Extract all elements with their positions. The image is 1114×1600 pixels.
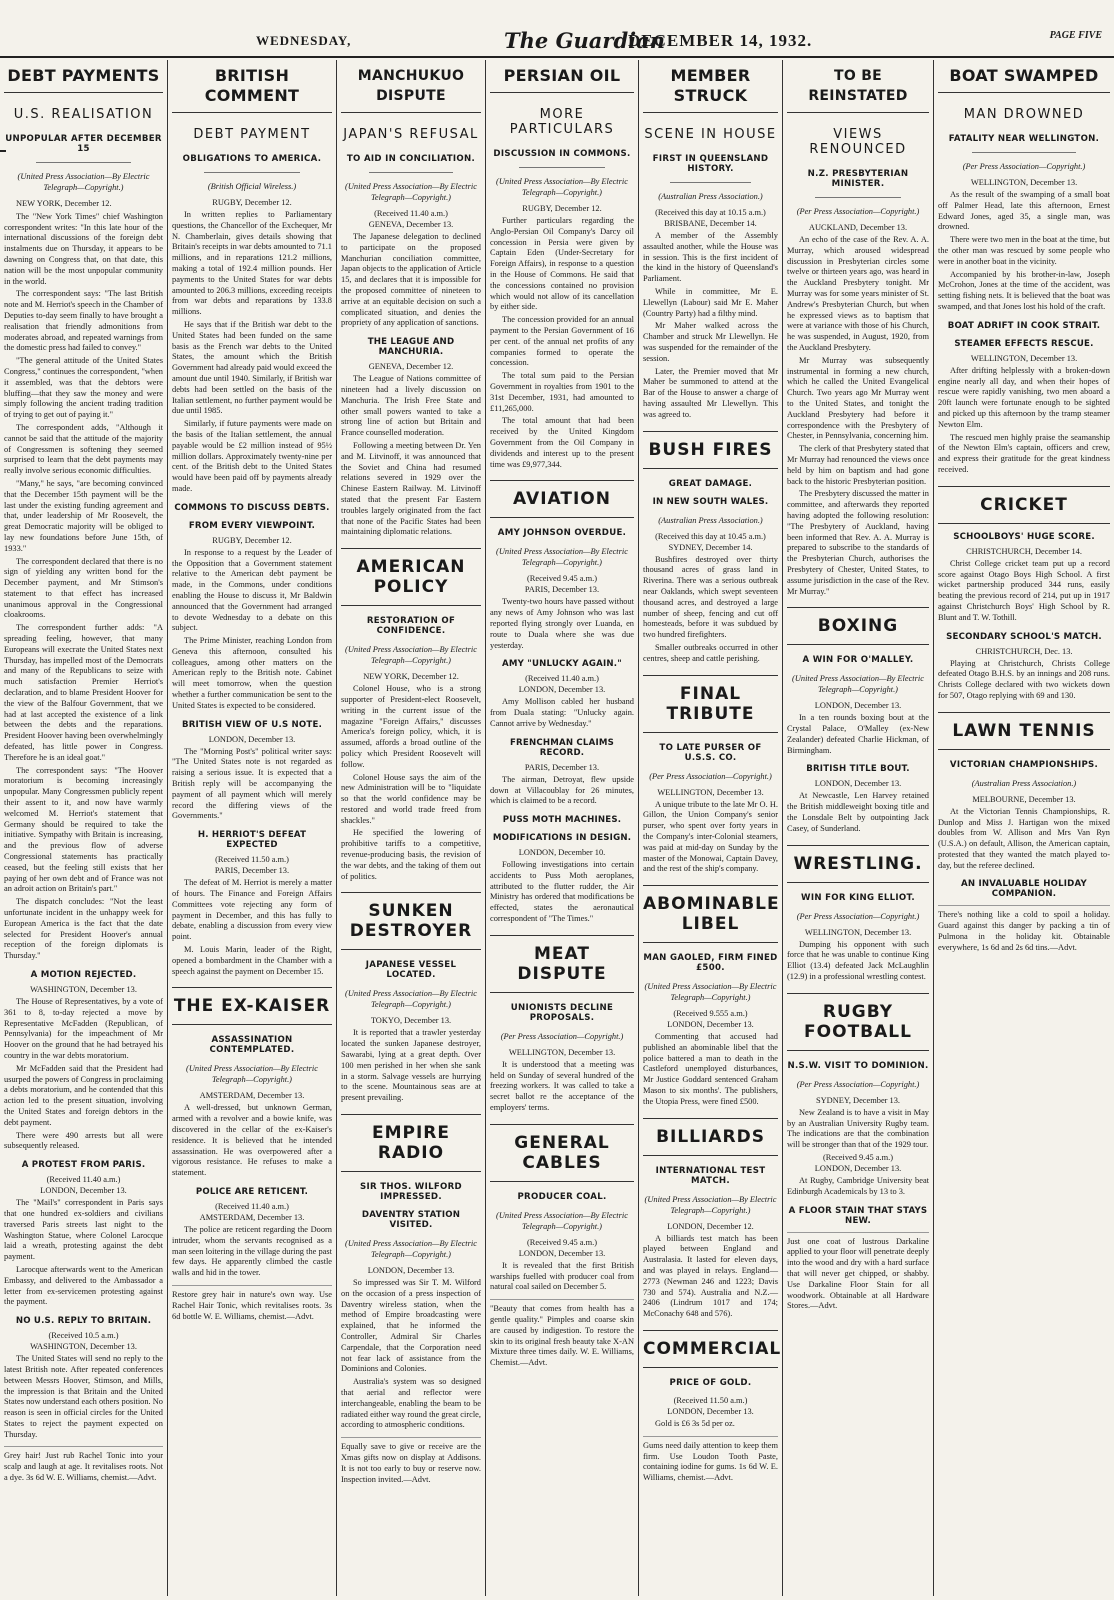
tagline: A WIN FOR O'MALLEY. — [802, 655, 914, 666]
paragraph: A billiards test match has been played between England and Australasia. It lasted for eleven days, and was played in relays. England—2773 (Newman 246 and 1223; Davis 730 and 574). Australia and N.Z.—2406 (Lindrum 1017 and 174; McConachy 648 and 576). — [643, 1233, 778, 1319]
dateline: LONDON, December 13. — [667, 1407, 754, 1417]
section-headline: WRESTLING. — [787, 845, 929, 883]
paragraph: The defeat of M. Herriot is merely a matter of hours. The Finance and Foreign Affairs Committees vote rejecting any form of payment in December, and this has fully to debate, enabling a discussion from every view point. — [172, 878, 332, 942]
minor-heading: SCHOOLBOYS' HUGE SCORE. — [953, 531, 1095, 542]
credit-line: (Australian Press Association.) — [971, 778, 1077, 788]
credit-line: (United Press Association—By Electric Telegraph—Copyright.) — [345, 989, 477, 1010]
credit-line: (British Official Wireless.) — [207, 182, 297, 191]
paragraph: "The general attitude of the United States Congress," continues the correspondent, "when it assembled, was that the debtors were bluffing—that they saw the money and were simply following the ancient trading tradition of trying to get out of paying it." — [4, 356, 163, 420]
credit-line: (United Press Association—By Electric Telegraph—Copyright.) — [792, 674, 924, 695]
paragraph: While in committee, Mr E. Llewellyn (Labour) said Mr E. Maher (Country Party) had a filthy mind. — [643, 286, 778, 318]
paragraph: The "New York Times" chief Washington correspondent writes: "In this late hour of the international discussions of the foreign debt instalments due on Thursday, it appears to be dawning on Congress that, on that date, this nation will be the most unpopular community in the world. — [4, 211, 163, 286]
divider — [204, 172, 300, 173]
headline: DEBT PAYMENTS — [4, 60, 163, 93]
tagline: N.Z. PRESBYTERIAN MINISTER. — [807, 169, 909, 189]
dateline: WELLINGTON, December 13. — [970, 353, 1078, 363]
paragraph: A well-dressed, but unknown German, armed with a revolver and a bowie knife, was discovered in the cellar of the ex-Kaiser's residence. It is believed that he intended assassination. He was overpowered after a vigorous resistance. He refuses to make a statement. — [172, 1103, 332, 1178]
dateline: LONDON, December 13. — [208, 734, 296, 744]
paragraph: The Prime Minister, reaching London from Geneva this afternoon, consulted his colleagues, among other matters on the American reply to the British note. Cabinet will meet tomorrow, when the question whether a further communication be sent to the United States is expected to be considered. — [172, 636, 332, 710]
credit-line: (Per Press Association—Copyright.) — [796, 911, 920, 921]
section-headline: CRICKET — [938, 486, 1110, 524]
dateline: AMSTERDAM, December 13. — [199, 1091, 305, 1101]
tagline: UNPOPULAR AFTER DECEMBER 15 — [5, 134, 162, 154]
paragraph: The League of Nations committee of nineteen had a lively discussion on Manchuria. The Irish Free State and other small powers wanted to take a strong line of action but Britain and France counselled moderation. — [341, 374, 481, 438]
dateline: NEW YORK, December 12. — [16, 199, 112, 208]
credit-line: (United Press Association—By Electric Telegraph—Copyright.) — [345, 1239, 477, 1260]
article-body — [490, 204, 634, 1369]
subheadline: VIEWS RENOUNCED — [809, 127, 907, 157]
minor-heading: A PROTEST FROM PARIS. — [21, 1160, 146, 1171]
credit-line: (Australian Press Association.) — [658, 515, 763, 525]
dateline: WASHINGTON, December 13. — [30, 984, 137, 994]
dateline: WELLINGTON, December 13. — [508, 1047, 616, 1057]
dateline: MELBOURNE, December 13. — [972, 794, 1076, 804]
tagline: FATALITY NEAR WELLINGTON. — [948, 134, 1100, 144]
credit-line: (United Press Association—By Electric Telegraph—Copyright.) — [496, 1210, 628, 1231]
minor-heading: SECONDARY SCHOOL'S MATCH. — [946, 631, 1102, 642]
dateline: LONDON, December 13. — [814, 1164, 902, 1174]
article-body — [643, 208, 782, 1484]
received-line: (Received 9.45 a.m.) — [823, 1153, 893, 1163]
tagline: AMY JOHNSON OVERDUE. — [497, 528, 627, 539]
tagline: SIR THOS. WILFORD IMPRESSED. — [360, 1182, 462, 1203]
article-body — [4, 199, 163, 1484]
tagline: GREAT DAMAGE. — [668, 478, 753, 489]
paragraph: Colonel House says the aim of the new Administration will be to "liquidate so that the world confidence may be restored and world trade freed from shackles." — [341, 772, 481, 825]
column-to-be-reinstated — [783, 60, 933, 1596]
paragraph: Similarly, if future payments were made on the basis of the Italian settlement, the annual payable would be £2 million instead of 95½ million dollars. Approximately twenty-nine per cent. of the British debt to the United States would have been paid off by payments already made. — [172, 419, 332, 493]
paragraph: An echo of the case of the Rev. A. A. Murray, which aroused widespread discussion in Presbyterian circles some twelve or thirteen years ago, was heard in the Auckland Presbytery tonight. Mr Murray was for some years minister of St. Andrew's Presbyterian Church, but when he expressed views as to baptism that were at variance with those of his Church, he was suspended, in August, 1920, from the Auckland Presbytery. — [787, 235, 929, 352]
dateline: AUCKLAND, December 13. — [808, 223, 908, 232]
dateline: RUGBY, December 12. — [522, 204, 602, 213]
dateline: LONDON, December 13. — [667, 1020, 754, 1030]
tagline: ASSASSINATION CONTEMPLATED. — [209, 1035, 295, 1056]
minor-heading: AMY "UNLUCKY AGAIN." — [502, 659, 622, 670]
credit-line: (United Press Association—By Electric Telegraph—Copyright.) — [496, 547, 628, 568]
section-headline: COMMERCIAL — [643, 1330, 778, 1368]
dateline: AMSTERDAM, December 13. — [199, 1213, 305, 1222]
credit-line: (United Press Association—By Electric Telegraph—Copyright.) — [17, 172, 150, 192]
minor-heading: FRENCHMAN CLAIMS RECORD. — [509, 737, 614, 758]
credit-line: (United Press Association—By Electric Telegraph—Copyright.) — [345, 182, 477, 202]
minor-heading: BOAT ADRIFT IN COOK STRAIT. — [947, 320, 1101, 331]
column-british-comment — [168, 60, 336, 1596]
minor-heading: MODIFICATIONS IN DESIGN. — [492, 833, 632, 844]
advertisement: "Beauty that comes from health has a gentle quality." Pimples and coarse skin are caused by indigestion. To restore the skin to its original fresh beauty take X-AN Mixture three times daily. W. E. Williams, Chemist.—Advt. — [490, 1299, 634, 1369]
dateline: WELLINGTON, December 13. — [804, 927, 912, 937]
masthead — [0, 0, 1114, 58]
dateline: LONDON, December 13. — [518, 1248, 606, 1258]
section-headline: GENERAL CABLES — [490, 1124, 634, 1182]
paragraph: The correspondent says: "The last British note and M. Herriot's speech in the Chamber of Deputies to-day seem finally to have brought a realisation that friendly admonitions from moderates abroad, and repeated warnings from the domestic press had failed to convey." — [4, 289, 163, 353]
subheadline: MORE PARTICULARS — [509, 107, 615, 137]
paragraph: The rescued men highly praise the seamanship of the Newton Elm's captain, officers and crew, and express their gratitude for the great kindness received. — [938, 432, 1110, 474]
paragraph: "Many," he says, "are becoming convinced that the December 15th payment will be the last under the existing funding agreement and that, under leadership of Mr Roosevelt, the great Democratic majority will be obliged to lay new foundations before June 15th, of 1933." — [4, 478, 163, 553]
tagline: INTERNATIONAL TEST MATCH. — [655, 1165, 766, 1186]
dateline: WELLINGTON, December 13. — [657, 787, 764, 797]
divider — [815, 197, 900, 198]
article-body — [172, 198, 332, 1322]
tagline: N.S.W. VISIT TO DOMINION. — [787, 1060, 929, 1071]
minor-heading: A MOTION REJECTED. — [30, 969, 137, 980]
advertisement: There's nothing like a cold to spoil a holiday. Guard against this danger by packing a tin of Pulmona in the holiday kit. Obtainable everywhere, 1s 6d and 2s 6d tins.—Advt. — [938, 905, 1110, 953]
subheadline: U.S. REALISATION — [13, 107, 154, 122]
minor-heading: POLICE ARE RETICENT. — [195, 1187, 309, 1197]
advertisement: Just one coat of lustrous Darkaline applied to your floor will penetrate deeply into the wood and dry with a hard surface that will never get chipped, or shabby. Use Darkaline Floor Stain for all woodwork. Obtainable at all Hardware Stores.—Advt. — [787, 1232, 929, 1313]
advertisement: Equally save to give or receive are the Xmas gifts now on display at Addisons. It is not too early to buy or reserve now. Inspection invited.—Advt. — [341, 1437, 481, 1485]
section-headline: RUGBY FOOTBALL — [787, 993, 929, 1051]
subheadline: SCENE IN HOUSE — [644, 127, 777, 142]
paragraph: The police are reticent regarding the Doorn intruder, whom the servants recognised as a man seen loitering in the village during the past few days. He apparently climbed the castle walls and hid in the tower. — [172, 1225, 332, 1278]
paragraph: There were two men in the boat at the time, but the other man was rescued by some people who were in another boat in the vicinity. — [938, 235, 1110, 266]
paragraph: Bushfires destroyed over thirty thousand acres of grass land in Riverina. There was a serious outbreak near Oaklands, which swept seventeen thousand acres, and destroyed a large number of sheep, fencing and cut off homesteads, before it was subdued by two hundred firefighters. — [643, 554, 778, 640]
received-line: (Received this day at 10.15 a.m.) — [655, 208, 766, 217]
paragraph: Twenty-two hours have passed without any news of Amy Johnson who was last reported flying strongly over Luanda, en route to Duala where she was due yesterday. — [490, 597, 634, 650]
advertisement: Restore grey hair in nature's own way. Use Rachel Hair Tonic, which revitalises roots. 3s 6d bottle W. E. Williams, chemist.—Advt. — [172, 1285, 332, 1322]
paragraph: As the result of the swamping of a small boat off Palmer Head, late this afternoon, Ernest Edward Jones, aged 35, a single man, was drowned. — [938, 190, 1110, 232]
credit-line: (Per Press Association—Copyright.) — [796, 207, 920, 216]
tagline: OBLIGATIONS TO AMERICA. — [182, 154, 322, 164]
paragraph: The correspondent says: "The Hoover moratorium is becoming increasingly unpopular. Many Congressmen publicly repent their assent to it, and now have warmly welcomed M. Herriot's statement that Germany should be required to take the initiative. Sympathy with Britain is increasing, and the previous flow of adverse Congressional statements has practically ceased, but the feeling still exists that her paying of her own debt and of France was not an adroit action on Britain's part." — [4, 765, 163, 894]
received-line: (Received 11.40 a.m.) — [374, 209, 448, 218]
minor-heading: H. HERRIOT'S DEFEAT EXPECTED — [197, 830, 307, 851]
received-line: (Received 11.50 a.m.) — [673, 1396, 748, 1406]
tagline: TO AID IN CONCILIATION. — [346, 154, 476, 164]
tagline: UNIONISTS DECLINE PROPOSALS. — [510, 1002, 614, 1023]
divider — [972, 152, 1075, 153]
credit-line: (Per Press Association—Copyright.) — [649, 771, 772, 781]
section-headline: BUSH FIRES — [643, 431, 778, 469]
tagline: RESTORATION OF CONFIDENCE. — [366, 616, 456, 637]
paragraph: In response to a request by the Leader of the Opposition that a Government statement relative to the American debt payment be made, in the Commons, under conditions enabling the House to discuss it, Mr Baldwin announced that the Government had arranged to devote Wednesday to a debate on this subject. — [172, 547, 332, 633]
paragraph: The correspondent further adds: "A spreading feeling, however, that many Europeans will execrate the United States next Thursday, has impelled most of the Democrats and many of the Republicans to seize with much satisfaction Premier Herriot's declaration, and to blame President Hoover for the view of the Balfour Government, that we had at last accepted the existence of a link between the debts and the reparations. President Hoover having been overwhelmingly defeated, has little power in Congress. Therefore he is an ideal goat." — [4, 623, 163, 762]
minor-heading: A FLOOR STAIN THAT STAYS NEW. — [788, 1205, 928, 1226]
section-headline: AVIATION — [490, 480, 634, 518]
minor-heading: FROM EVERY VIEWPOINT. — [188, 520, 316, 531]
tagline: WIN FOR KING ELLIOT. — [801, 892, 915, 903]
masthead-date: DECEMBER 14, 1932. — [628, 31, 813, 50]
dateline: PARIS, December 13. — [524, 762, 600, 772]
minor-heading: BRITISH VIEW OF U.S NOTE. — [181, 719, 323, 730]
paragraph: The "Mail's" correspondent in Paris says that one hundred ex-soldiers and civilians traversed Paris streets last night to the Washington Statue, where Colonel Larocque laid a wreath, protesting against the debt payment. — [4, 1198, 163, 1262]
divider — [36, 162, 131, 163]
minor-heading: DAVENTRY STATION VISITED. — [361, 1210, 461, 1231]
received-line: (Received 11.50 a.m.) — [215, 855, 289, 865]
paragraph: Mr Murray was subsequently instrumental in forming a new church, which he called the United Evangelical Church. Two years ago Mr Murray went to the United States, and tonight the Auckland Presbytery had before it correspondence with the Presbytery of Chester, in Pennsylvania, concerning him. — [787, 355, 929, 441]
section-headline: BOXING — [787, 607, 929, 645]
tagline: VICTORIAN CHAMPIONSHIPS. — [949, 759, 1099, 770]
paragraph: At the Victorian Tennis Championships, R. Dunlop and Miss J. Hartigan won the mixed doubles from W. Allison and Mrs Van Ryn (U.S.A.) on default, Allison, the American captain, protested that they wanted the match played to-day, but the referee declined. — [938, 806, 1110, 870]
masthead-day: WEDNESDAY, — [256, 33, 352, 48]
minor-heading: BRITISH TITLE BOUT. — [806, 764, 910, 775]
received-line: (Received 9.555 a.m.) — [673, 1009, 748, 1019]
paragraph: The "Morning Post's" political writer says: "The United States note is not regarded as raising a serious issue. It is expected that a British reply will be accompanying the payment of all payment which will merely record the differing views of the Governments." — [172, 746, 332, 821]
minor-heading: STEAMER EFFECTS RESCUE. — [954, 338, 1094, 349]
received-line: (Received 11.40 a.m.) — [215, 1202, 289, 1211]
minor-heading: COMMONS TO DISCUSS DEBTS. — [174, 502, 330, 513]
paragraph: Amy Mollison cabled her husband from Duala stating: "Unlucky again. Cannot arrive by Wednesday." — [490, 697, 634, 728]
newspaper-title: The Guardian — [504, 28, 665, 53]
received-line: (Received this day at 10.45 a.m.) — [655, 531, 766, 541]
section-headline: EMPIRE RADIO — [341, 1114, 481, 1172]
paragraph: The dispatch concludes: "Not the least unfortunate incident in the unhappy week for European America is the fact that the date selected for President Hoover's annual reception of the foreign diplomats is Thursday." — [4, 897, 163, 961]
paragraph: So impressed was Sir T. M. Wilford on the occasion of a press inspection of Daventry wireless station, when the method of Empire broadcasting were explained, that he informed the Controller, Admiral Sir Charles Carpendale, that the Corporation need not fear lack of assistance from the Dominions and Colonies. — [341, 1278, 481, 1374]
received-line: (Received 11.40 a.m.) — [525, 674, 599, 684]
dateline: PARIS, December 13. — [524, 585, 600, 595]
credit-line: (United Press Association—By Electric Telegraph—Copyright.) — [644, 982, 777, 1003]
received-line: (Received 9.45 a.m.) — [527, 574, 597, 584]
paragraph: Mr McFadden said that the President had usurped the powers of Congress in proclaiming a debts moratorium, and he contended that this action led to the present situation, involving the United States and foreign debtors in the debt payment. — [4, 1063, 163, 1127]
divider — [519, 167, 605, 168]
dateline: CHRISTCHURCH, December 14. — [966, 546, 1082, 556]
credit-line: (United Press Association—By Electric Telegraph—Copyright.) — [644, 1194, 777, 1215]
paragraph: The correspondent declared that there is no sign of yielding any written bond for the December payment, and Mr Stimson's statement to that effect has increased unanimous approval in the Congressional cloakrooms. — [4, 556, 163, 620]
section-headline: THE EX-KAISER — [172, 987, 332, 1025]
received-line: (Received 9.45 a.m.) — [527, 1237, 597, 1247]
paragraph: Accompanied by his brother-in-law, Joseph McCrohon, Jones at the time of the accident, was setting fishing nets. It is believed that the boat was swamped, and that Jones lost his hold of the craft. — [938, 269, 1110, 311]
paragraph: A unique tribute to the late Mr O. H. Gillon, the Union Company's senior purser, who spent over forty years in the Company's inter-Colonial steamers, was paid at mid-day on Sunday by the master of the Monowai, Captain Davey, and the rest of the ship's company. — [643, 799, 778, 874]
dateline: BRISBANE, December 14. — [664, 219, 757, 228]
section-headline: AMERICAN POLICY — [341, 548, 481, 606]
credit-line: (United Press Association—By Electric Telegraph—Copyright.) — [496, 177, 628, 197]
headline: BOAT SWAMPED — [938, 60, 1110, 93]
credit-line: (United Press Association—By Electric Telegraph—Copyright.) — [345, 645, 477, 666]
page-number: PAGE FIVE — [1049, 30, 1102, 41]
dateline: LONDON, December 13. — [367, 1266, 455, 1276]
credit-line: (Per Press Association—Copyright.) — [500, 1031, 624, 1041]
tagline: TO LATE PURSER OF U.S.S. CO. — [659, 742, 762, 763]
headline: BRITISH COMMENT — [172, 60, 332, 113]
headline: MEMBER STRUCK — [643, 60, 778, 113]
paragraph: Larocque afterwards went to the American Embassy, and delivered to the Ambassador a letter from ex-servicemen protesting against the payment. — [4, 1264, 163, 1307]
article-body — [938, 178, 1110, 954]
paragraph: Later, the Premier moved that Mr Maher be summoned to attend at the Bar of the House to answer a charge of having assaulted Mr Llewellyn. This was agreed to. — [643, 366, 778, 419]
paragraph: The clerk of that Presbytery stated that Mr Murray had renounced the views once held by him on baptism and had gone back to the historic Presbyterian position. — [787, 444, 929, 486]
paragraph: Following a meeting between Dr. Yen and M. Litvinoff, it was announced that the Soviet and China had resumed relations severed in 1929 over the Chinese Eastern Railway. M. Litvinoff stated that the present Far Eastern troubles largely originated from the fact that none of the Pacific States had been maintaining diplomatic relations. — [341, 440, 481, 537]
paragraph: Smaller outbreaks occurred in other centres, sheep and cattle perishing. — [643, 642, 778, 663]
column-persian-oil — [486, 60, 638, 1596]
paragraph: In written replies to Parliamentary questions, the Chancellor of the Exchequer, Mr N. Chamberlain, gives details showing that Britain's receipts in war debts amounted to 71.1 millions, and in reparations 121.2 millions, making a total of 192.4 million pounds. Her payments to the United States for war debts amounted to 206.3 millions, exceeding receipts from war debts and reparations by 133.8 millions. — [172, 210, 332, 317]
paragraph: The total amount that had been received by the United Kingdom Government from the Oil Company in dividends and interest up to the present time was £9,977,344. — [490, 416, 634, 469]
paragraph: Australia's system was so designed that aerial and reflector were interchangeable, enabling the beam to be radiated either way round the great circle, according to atmospheric conditions. — [341, 1377, 481, 1430]
paragraph: The House of Representatives, by a vote of 361 to 8, to-day rejected a move by Representative McFadden (Republican, of Pennsylvania) for the impeachment of Mr Hoover on the ground that he had betrayed his country in the war debts moratorium. — [4, 996, 163, 1060]
minor-heading: NO U.S. REPLY TO BRITAIN. — [15, 1316, 152, 1327]
paragraph: Dumping his opponent with such force that he was unable to continue King Elliot (13.4) defeated Jack McLaughlin (12.9) in a professional wrestling contest. — [787, 939, 929, 982]
tagline: PRICE OF GOLD. — [669, 1378, 752, 1389]
divider — [670, 182, 751, 183]
paragraph: Mr Maher walked across the Chamber and struck Mr Llewellyn. He was suspended for the remainder of the session. — [643, 321, 778, 363]
advertisement: Grey hair! Just rub Rachel Tonic into your scalp and laugh at age. It revitalises roots. Not a dye. 3s 6d W. E. Williams, chemist.—Advt. — [4, 1446, 163, 1483]
column-boat-swamped — [934, 60, 1114, 1596]
paragraph: At Newcastle, Len Harvey retained the British middleweight boxing title and the Lonsdale Belt by outpointing Jack Casey, of Sunderland. — [787, 791, 929, 833]
dateline: LONDON, December 13. — [814, 701, 902, 711]
paragraph: Christ College cricket team put up a record score against Otago Boys High School. A first wicket partnership produced 344 runs, easily beating the previous record of 214, put up in 1917 against Christchurch Boys' High School by R. Blunt and T. W. Tothill. — [938, 558, 1110, 622]
dateline: RUGBY, December 12. — [212, 198, 292, 207]
paragraph: In a ten rounds boxing bout at the Crystal Palace, O'Malley (ex-New Zealander) defeated Charlie Hickman, of Birmingham. — [787, 713, 929, 755]
paragraph: The concession provided for an annual payment to the Persian Government of 16 per cent. of the annual net profits of any companies formed to operate the concession. — [490, 315, 634, 368]
paragraph: Colonel House, who is a strong supporter of President-elect Roosevelt, writing in the current issue of the magazine "Foreign Affairs," discusses America's foreign policy, which, it is assumed, affords a broad outline of the policy which President Roosevelt will follow. — [341, 684, 481, 769]
credit-line: (Australian Press Association.) — [658, 192, 763, 201]
paragraph: The Japanese delegation to declined to participate on the proposed Manchurian conciliation committee, Japan objects to the application of Article 15, and declares that it is impossible for the proposed committee of nineteen to arrive at an equitable decision on such a complicated situation, and denies the propriety of any application of sanctions. — [341, 232, 481, 328]
paragraph: Gold is £6 3s 5d per oz. — [655, 1419, 735, 1429]
paragraph: The airman, Detroyat, flew upside down at Villacoublay for 26 minutes, which is claimed to be a record. — [490, 774, 634, 806]
dateline: SYDNEY, December 13. — [815, 1095, 901, 1105]
paragraph: Following investigations into certain accidents to Puss Moth aeroplanes, attributed to the flutter rudder, the Air Ministry has ordered that modifications be effected, states the aeronautical correspondent of "The Times." — [490, 860, 634, 924]
subheadline: DEBT PAYMENT — [193, 127, 311, 142]
paragraph: He says that if the British war debt to the United States had been funded on the same basis as the French war debts to the United States, the amount which the British Government had already paid would exceed the amount due until 1940. Similarly, if British war debts had been settled on the basis of the Italian settlement, no further payment would be due until 1985. — [172, 319, 332, 416]
paragraph: At Rugby, Cambridge University beat Edinburgh Academicals by 13 to 3. — [787, 1176, 929, 1196]
column-debt-payments — [0, 60, 167, 1596]
section-headline: MEAT DISPUTE — [490, 935, 634, 993]
dateline: LONDON, December 12. — [667, 1221, 754, 1231]
section-headline: ABOMINABLE LIBEL — [643, 885, 778, 943]
tagline: FIRST IN QUEENSLAND HISTORY. — [652, 154, 769, 174]
paragraph: There were 490 arrests but all were subsequently released. — [4, 1130, 163, 1151]
advertisement: Gums need daily attention to keep them firm. Use Loudon Tooth Paste, containing iodine for gums. 1s 6d W. E. Williams, chemist.—Advt. — [643, 1436, 778, 1484]
paragraph: A member of the Assembly assaulted another, while the House was in session. This is the first incident of the kind in the history of Queensland's Parliament. — [643, 231, 778, 284]
dateline: CHRISTCHURCH, Dec. 13. — [975, 646, 1073, 656]
dateline: LONDON, December 13. — [814, 779, 902, 789]
paragraph: Commenting that accused had published an abominable libel that the police battered a man to death in the Castleford unemployed disturbances, Mr Justice Goddard sentenced Graham Mason to six months'. The publishers, the Utopia Press, were fined £500. — [643, 1032, 778, 1106]
dateline: SYDNEY, December 14. — [668, 542, 753, 552]
column-member-struck — [639, 60, 782, 1596]
dateline: WELLINGTON, December 13. — [970, 178, 1078, 187]
paragraph: Further particulars regarding the Anglo-Persian Oil Company's Darcy oil concession in Persia were given by Captain Eden (Under-Secretary for Foreign Affairs), in response to a question in the House of Commons. He said that the concessions contained no provision which would not allow of its cancellation by either side. — [490, 216, 634, 312]
article-body — [787, 223, 929, 1312]
paragraph: The correspondent adds, "Although it cannot be said that the attitude of the majority of Congressmen is softening they seemed surprised to learn that the debt payments may really involve serious economic difficulties. — [4, 422, 163, 476]
dateline: PARIS, December 13. — [214, 866, 290, 876]
paragraph: After drifting helplessly with a broken-down engine nearly all day, and when their hopes of rescue were rapidly vanishing, two men aboard a 20ft launch were fortunate enough to be sighted and picked up this afternoon by the tramp steamer Newton Elm. — [938, 365, 1110, 429]
received-line: (Received 10.5 a.m.) — [48, 1331, 119, 1341]
tagline: MAN GAOLED, FIRM FINED £500. — [643, 953, 778, 974]
minor-heading: THE LEAGUE AND MANCHURIA. — [367, 337, 455, 358]
column-manchukuo-dispute — [337, 60, 485, 1596]
subheadline: MAN DROWNED — [963, 107, 1085, 122]
paragraph: The total sum paid to the Persian Government in royalties from 1901 to the 31st December, 1931, had amounted to £11,265,000. — [490, 371, 634, 413]
dateline: WASHINGTON, December 13. — [30, 1342, 137, 1352]
tagline: JAPANESE VESSEL LOCATED. — [365, 960, 457, 981]
headline: MANCHUKUO DISPUTE — [341, 60, 481, 113]
section-headline: FINAL TRIBUTE — [643, 675, 778, 733]
dateline: LONDON, December 13. — [518, 685, 606, 695]
dateline: GENEVA, December 13. — [368, 220, 454, 229]
headline: TO BE REINSTATED — [787, 60, 929, 113]
paragraph: It is reported that a trawler yesterday located the sunken Japanese destroyer, Sawarabi, lying at a great depth. Over 100 men perished in her when she sank in a storm. Salvage vessels are hurrying to the scene. Mountainous seas are at present prevailing. — [341, 1028, 481, 1103]
section-headline: BILLIARDS — [643, 1118, 778, 1156]
received-line: (Received 11.40 a.m.) — [46, 1175, 121, 1185]
paragraph: It is revealed that the first British warships fuelled with producer coal from natural coal sailed on December 5. — [490, 1260, 634, 1292]
minor-heading: PUSS MOTH MACHINES. — [502, 815, 622, 826]
headline: PERSIAN OIL — [490, 60, 634, 93]
paragraph: Playing at Christchurch, Christs College defeated Otago B.H.S. by an innings and 208 runs. Christs College declared with two wickets down for 507, Otago replying with 69 and 130. — [938, 658, 1110, 700]
paragraph: M. Louis Marin, leader of the Right, opened a bombardment in the Chamber with a speech against the payment on December 15. — [172, 945, 332, 976]
minor-heading: IN NEW SOUTH WALES. — [652, 496, 769, 507]
minor-heading: AN INVALUABLE HOLIDAY COMPANION. — [961, 879, 1087, 900]
paragraph: He specified the lowering of prohibitive tariffs to a competitive, revenue-producing basis, the revision of the war debts, and the taking of them out of politics. — [341, 828, 481, 881]
dateline: GENEVA, December 12. — [368, 362, 454, 372]
tagline: DISCUSSION IN COMMONS. — [493, 149, 631, 159]
paragraph: The United States will send no reply to the latest British note. After repeated conferences between Messrs Hoover, Stimson, and Mills, the impression is that Britain and the United States now understand each others position. No reason is seen in official circles for the United States to reject the payment expected on Thursday. — [4, 1354, 163, 1439]
paragraph: The Presbytery discussed the matter in committee, and afterwards they reported having adopted the following resolution: "The Presbytery of Auckland, having been informed that Rev. A. A. Murray is prepared to subscribe to the standards of the Presbyterian Church, authorises the Presbytery of Chester, United States, to assume jurisdiction in the case of the Rev. Mr Murray." — [787, 489, 929, 596]
article-body — [341, 209, 481, 1485]
credit-line: (Per Press Association—Copyright.) — [962, 162, 1086, 171]
dateline: RUGBY, December 12. — [212, 535, 292, 545]
tagline: PRODUCER COAL. — [517, 1191, 607, 1202]
divider — [369, 172, 453, 173]
subheadline: JAPAN'S REFUSAL — [343, 127, 479, 142]
dateline: NEW YORK, December 12. — [363, 672, 459, 682]
credit-line: (United Press Association—By Electric Telegraph—Copyright.) — [186, 1064, 318, 1085]
section-headline: LAWN TENNIS — [938, 712, 1110, 750]
section-headline: SUNKEN DESTROYER — [341, 892, 481, 950]
dateline: TOKYO, December 13. — [370, 1016, 452, 1026]
paragraph: It is understood that a meeting was held on Sunday of several hundred of the freezing workers. It was called to take a secret ballot re the acceptance of the employers' terms. — [490, 1059, 634, 1113]
dateline: LONDON, December 10. — [518, 848, 606, 858]
credit-line: (Per Press Association—Copyright.) — [796, 1079, 920, 1089]
dateline: LONDON, December 13. — [40, 1186, 127, 1196]
paragraph: New Zealand is to have a visit in May by an Australian University Rugby team. The indications are that the combination will be stronger than that of the 1929 tour. — [787, 1107, 929, 1150]
